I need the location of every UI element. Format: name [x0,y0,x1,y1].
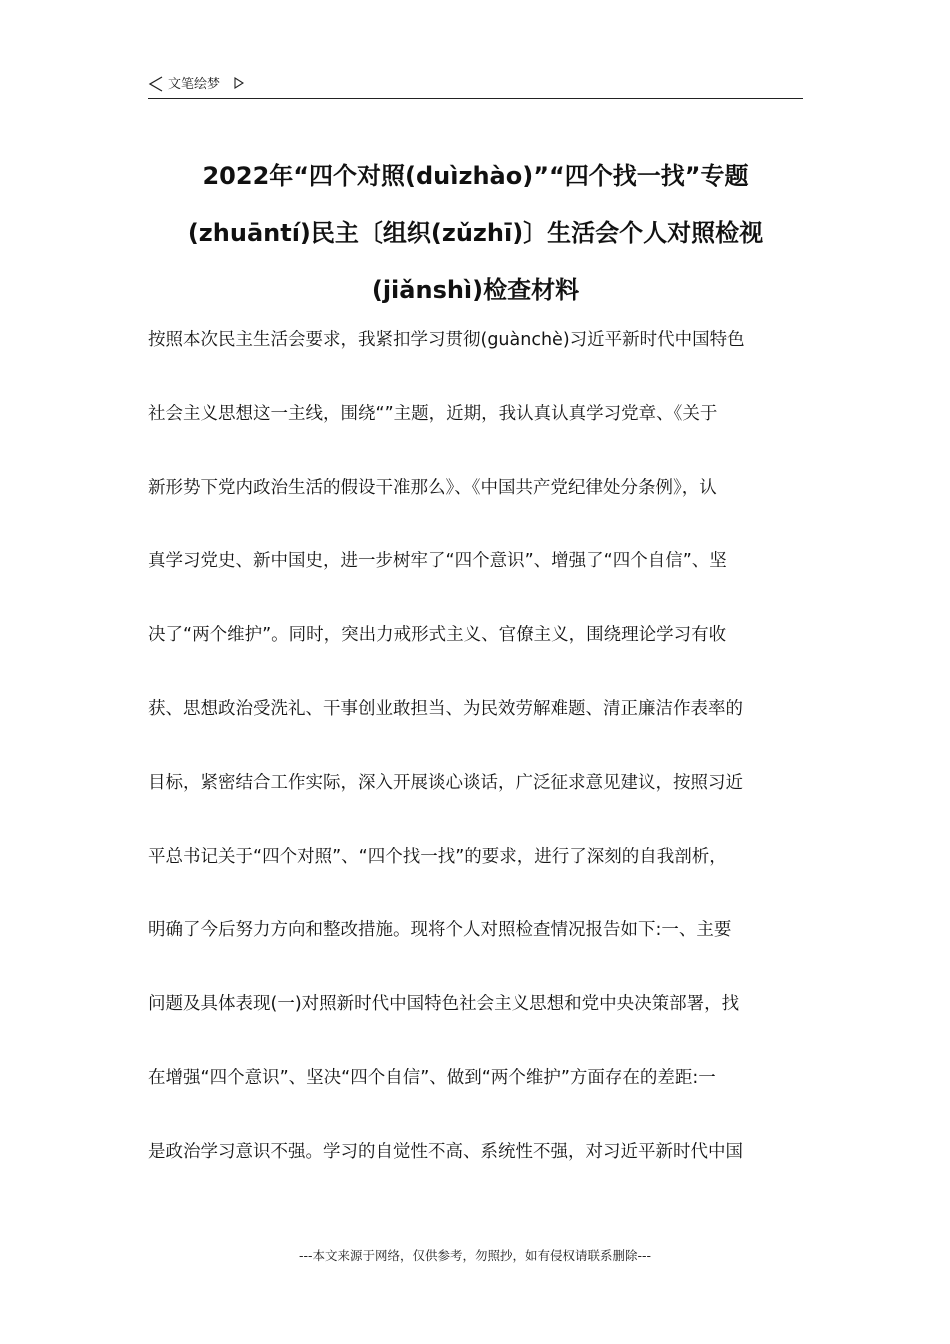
title-line: (jiǎnshì)检查材料 [371,276,580,304]
page-header [148,74,803,99]
triangle-left-icon [148,76,164,92]
body-line: 真学习党史、新中国史，进一步树牢了“四个意识”、增强了“四个自信”、坚 [148,551,727,572]
body-line: 在增强“四个意识”、坚决“四个自信”、做到“两个维护”方面存在的差距:一 [148,1067,716,1088]
body-line: 是政治学习意识不强。学习的自觉性不高、系统性不强，对习近平新时代中国 [148,1141,743,1162]
body-line: 目标，紧密结合工作实际，深入开展谈心谈话，广泛征求意见建议，按照习近 [148,772,743,793]
body-line: 社会主义思想这一主线，围绕“”主题，近期，我认真认真学习党章、《关于 [148,403,718,424]
title-line: (zhuāntí)民主〔组织(zǔzhī)〕生活会个人对照检视 [187,219,764,247]
body-line: 获、思想政治受洗礼、干事创业敢担当、为民效劳解难题、清正廉洁作表率的 [148,698,743,719]
body-line: 问题及具体表现(一)对照新时代中国特色社会主义思想和党中央决策部署，找 [148,994,740,1015]
header-brand-text: 文笔绘梦 [168,77,221,92]
body-line: 平总书记关于“四个对照”、“四个找一找”的要求，进行了深刻的自我剖析， [148,846,727,867]
footer-disclaimer: ---本文来源于网络，仅供参考，勿照抄，如有侵权请联系删除--- [298,1248,652,1263]
body-line: 按照本次民主生活会要求，我紧扣学习贯彻(guànchè)习近平新时代中国特色 [148,330,745,350]
body-line: 新形势下党内政治生活的假设干准那么》、《中国共产党纪律处分条例》，认 [148,477,717,498]
body-line: 明确了今后努力方向和整改措施。现将个人对照检查情况报告如下:一、主要 [148,920,732,941]
body-line: 决了“两个维护”。同时，突出力戒形式主义、官僚主义，围绕理论学习有收 [148,625,727,646]
document-title [148,148,803,319]
title-line: 2022年“四个对照(duìzhào)”“四个找一找”专题 [202,162,749,190]
body-paragraph [148,304,808,1190]
triangle-right-icon [234,77,244,89]
